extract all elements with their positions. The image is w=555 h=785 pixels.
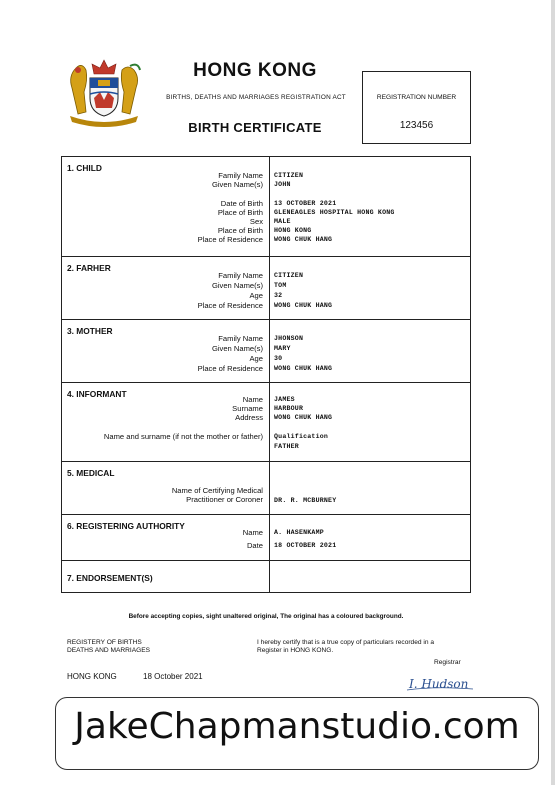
registration-number-label: REGISTRATION NUMBER xyxy=(376,94,457,101)
field-label: Place of Birth xyxy=(217,226,263,235)
child-given-name: JOHN xyxy=(274,181,291,188)
field-label: Place of Residence xyxy=(197,235,263,244)
registry-line-1: REGISTERY OF BIRTHS xyxy=(67,639,142,646)
medical-practitioner-name: DR. R. MCBURNEY xyxy=(274,497,337,504)
registry-line-2: DEATHS AND MARRIAGES xyxy=(67,647,151,654)
child-family-name: CITIZEN xyxy=(274,172,304,179)
field-label: Sex xyxy=(249,217,263,226)
field-label: Name of Certifying Medical xyxy=(171,486,263,495)
section-informant xyxy=(62,383,470,462)
field-label: Practitioner or Coroner xyxy=(186,495,263,504)
field-label: Given Name(s) xyxy=(211,180,263,189)
act-subtitle: BIRTHS, DEATHS AND MARRIAGES REGISTRATION ACT xyxy=(166,94,346,101)
page-title: HONG KONG xyxy=(193,60,317,81)
child-place-of-residence: WONG CHUK HANG xyxy=(274,236,333,243)
section-child xyxy=(62,157,470,257)
certification-line-1: I hereby certify that is a true copy of particulars recorded in a xyxy=(257,639,435,646)
father-family-name: CITIZEN xyxy=(274,272,304,279)
coat-of-arms-icon xyxy=(64,58,144,128)
father-age: 32 xyxy=(274,292,283,299)
field-label: Family Name xyxy=(218,171,263,180)
registrar-label: Registrar xyxy=(434,659,461,666)
section-title: 3. MOTHER xyxy=(67,326,113,336)
mother-family-name: JHONSON xyxy=(274,335,304,342)
section-title: 2. FARHER xyxy=(67,263,111,273)
field-label: Place of Birth xyxy=(217,208,263,217)
original-notice: Before accepting copies, sight unaltered original, The original has a coloured background. xyxy=(128,613,404,620)
authority-name: A. HASENKAMP xyxy=(274,529,324,536)
page-edge xyxy=(551,0,555,785)
mother-age: 30 xyxy=(274,355,283,362)
section-title: 4. INFORMANT xyxy=(67,389,127,399)
issue-place: HONG KONG xyxy=(67,672,117,681)
watermark-banner xyxy=(55,697,539,770)
field-label: Date xyxy=(246,541,263,550)
child-place-of-birth-region: HONG KONG xyxy=(274,227,312,234)
issue-date: 18 October 2021 xyxy=(143,672,203,681)
field-label: Address xyxy=(235,413,263,422)
field-label: Place of Residence xyxy=(197,364,263,373)
section-title: 6. REGISTERING AUTHORITY xyxy=(67,521,185,531)
section-endorsement xyxy=(62,561,470,592)
section-father xyxy=(62,257,470,320)
field-label: Surname xyxy=(232,404,263,413)
field-label: Name xyxy=(242,528,263,537)
informant-qualification: FATHER xyxy=(274,443,299,450)
section-title: 7. ENDORSEMENT(S) xyxy=(67,573,153,583)
informant-name: JAMES xyxy=(274,396,295,403)
informant-surname: HARBOUR xyxy=(274,405,304,412)
section-medical xyxy=(62,462,470,515)
field-label: Age xyxy=(249,291,263,300)
field-label: Given Name(s) xyxy=(211,344,263,353)
authority-date: 18 OCTOBER 2021 xyxy=(274,542,337,549)
section-mother xyxy=(62,320,470,383)
field-label: Name xyxy=(242,395,263,404)
child-date-of-birth: 13 OCTOBER 2021 xyxy=(274,200,337,207)
section-title: 5. MEDICAL xyxy=(67,468,115,478)
section-registering-authority xyxy=(62,515,470,561)
watermark-text: JakeChapmanstudio.com xyxy=(74,706,520,747)
father-given-name: TOM xyxy=(274,282,287,289)
child-place-of-birth: GLENEAGLES HOSPITAL HONG KONG xyxy=(274,209,395,216)
registrar-signature xyxy=(405,673,477,693)
field-label: Date of Birth xyxy=(220,199,263,208)
mother-place-of-residence: WONG CHUK HANG xyxy=(274,365,333,372)
field-label: Family Name xyxy=(218,334,263,343)
child-sex: MALE xyxy=(274,218,291,225)
registration-number-box xyxy=(362,71,471,144)
field-label: Given Name(s) xyxy=(211,281,263,290)
field-label: Age xyxy=(249,354,263,363)
informant-qualification-label: Qualification xyxy=(274,433,329,440)
section-title: 1. CHILD xyxy=(67,163,102,173)
father-place-of-residence: WONG CHUK HANG xyxy=(274,302,333,309)
registration-number-value: 123456 xyxy=(399,120,434,131)
certificate-form xyxy=(61,156,471,593)
certificate-title: BIRTH CERTIFICATE xyxy=(188,120,322,135)
field-label: Name and surname (if not the mother or father) xyxy=(103,432,263,441)
mother-given-name: MARY xyxy=(274,345,291,352)
informant-address: WONG CHUK HANG xyxy=(274,414,333,421)
field-label: Place of Residence xyxy=(197,301,263,310)
certification-line-2: Register in HONG KONG. xyxy=(257,647,334,654)
signature-text: I. Hudson xyxy=(409,677,469,691)
field-label: Family Name xyxy=(218,271,263,280)
